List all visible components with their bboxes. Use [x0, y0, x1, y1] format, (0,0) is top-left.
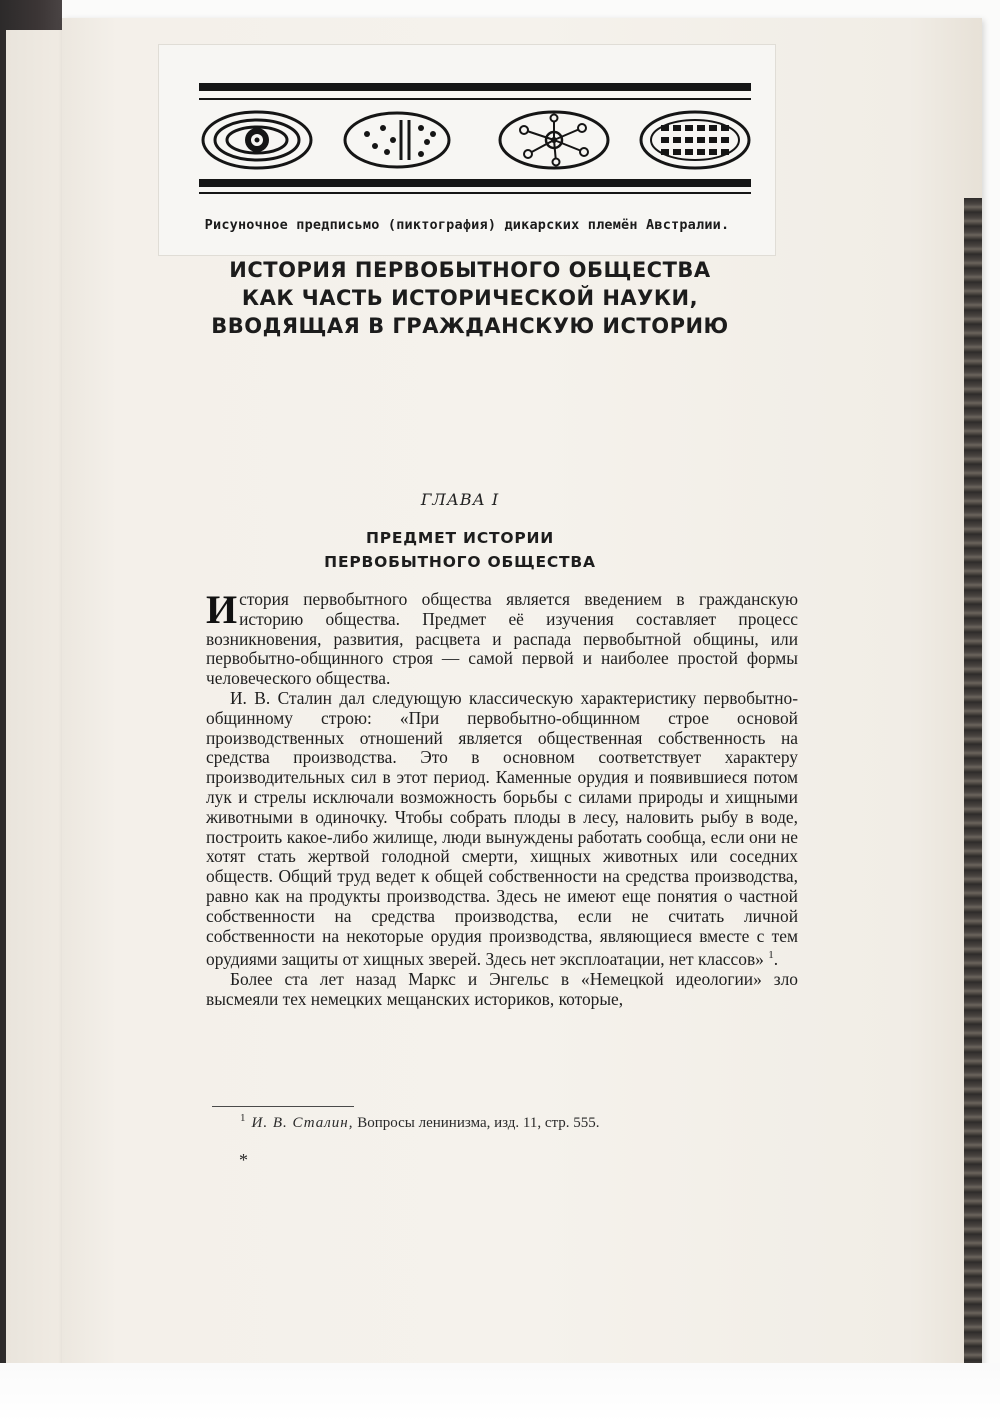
body-text	[206, 587, 798, 1010]
concentric-oval-glyph	[203, 112, 311, 168]
dotted-oval-glyph	[345, 113, 449, 167]
part-title-line-3: ВВОДЯЩАЯ В ГРАЖДАНСКУЮ ИСТОРИЮ	[211, 314, 729, 338]
part-title	[160, 256, 780, 340]
footnote-number: 1	[240, 1112, 246, 1124]
part-title-line-2: КАК ЧАСТЬ ИСТОРИЧЕСКОЙ НАУКИ,	[241, 286, 699, 310]
top-rule-thick	[199, 83, 751, 91]
paragraph-1	[206, 587, 798, 689]
footnote-divider	[212, 1106, 354, 1107]
footnote-author: И. В. Сталин,	[251, 1115, 354, 1131]
paragraph-2: И. В. Сталин дал следующую классическую характеристику первобытно-общинному строю: «При первобытно-общинном строе основой производственных отношений является общественная собственность на средства производства. Это в основном соответствует характеру производительных сил в этот период. Каменные орудия и появившиеся потом лук и стрелы исключали возможность борьбы с силами природы и хищными животными в одиночку. Чтобы собрать плоды в лесу, наловить рыбу в воде, построить какое-либо жилище, люди вынуждены работать сообща, если они не хотят стать жертвой голодной смерти, хищных животных или соседних обществ. Общий труд ведет к общей собственности на средства производства, равно как на продукты производства. Здесь не имеют еще понятия о частной собственности на средства производства, если не считать личной собственности на некоторые орудия производства, являющиеся вместе с тем орудиями защиты от хищных зверей. Здесь нет эксплоатации, нет классов» $^1$.	[206, 687, 798, 970]
chapter-title	[240, 526, 680, 574]
paragraph-1-text: стория первобытного общества является введением в гражданскую историю общества. Предмет её изучения составляет процесс возникновения, развития, расцвета и распада первобытной общины, или первобытно-общинного строя — самой первой и наиболее простой формы человеческого общества.	[206, 589, 798, 689]
bottom-rule-thick	[199, 179, 751, 187]
bottom-rule-thin	[199, 192, 751, 194]
chapter-label: ГЛАВА I	[420, 490, 500, 509]
signature-mark: *	[239, 1150, 248, 1170]
paragraph-2-text: И. В. Сталин дал следующую классическую характеристику первобытно-общинному строю: «При первобытно-общинном строе основой производственных отношений является общественная собственность на средства производства. Это в основном соответствует характеру производительных сил в этот период. Каменные орудия и появившиеся потом лук и стрелы исключали возможность борьбы с силами природы и хищными животными в одиночку. Чтобы собрать плоды в лесу, наловить рыбу в воде, построить какое-либо жилище, люди вынуждены работать сообща, если они не хотят стать жертвой голодной смерти, хищных животных или соседних обществ. Общий труд ведет к общей собственности на средства производства, равно как на продукты производства. Здесь не имеют еще понятия о частной собственности на средства производства, если не считать личной собственности на некоторые орудия производства, являющиеся вместе с тем орудиями защиты от хищных зверей. Здесь нет эксплоатации, нет классов»	[206, 687, 798, 970]
drop-cap: И	[206, 587, 238, 632]
footnote-reference: 1	[768, 949, 774, 962]
chain-oval-glyph	[641, 112, 749, 168]
clipping-caption: Рисуночное предписьмо (пиктография) дикарских племён Австралии.	[204, 217, 730, 233]
chapter-title-line-1: ПРЕДМЕТ ИСТОРИИ	[365, 529, 555, 547]
page-stack-edge	[964, 198, 982, 1368]
left-page-edge	[6, 30, 63, 1375]
paragraph-3	[206, 970, 798, 1010]
paragraph-3-text: Более ста лет назад Маркс и Энгельс в «Немецкой идеологии» зло высмеяли тех немецких мещанских историков, которые,	[206, 968, 798, 1009]
top-rule-thin	[199, 98, 751, 100]
pictograph-row	[199, 107, 751, 173]
footnote-text: Вопросы ленинизма, изд. 11, стр. 555.	[357, 1115, 600, 1131]
chapter-title-line-2: ПЕРВОБЫТНОГО ОБЩЕСТВА	[324, 553, 596, 571]
table-surface	[0, 1363, 1000, 1423]
part-title-line-1: ИСТОРИЯ ПЕРВОБЫТНОГО ОБЩЕСТВА	[229, 258, 711, 282]
footnote	[240, 1112, 760, 1132]
pictography-clipping	[158, 44, 776, 256]
star-network-oval-glyph	[500, 112, 608, 168]
